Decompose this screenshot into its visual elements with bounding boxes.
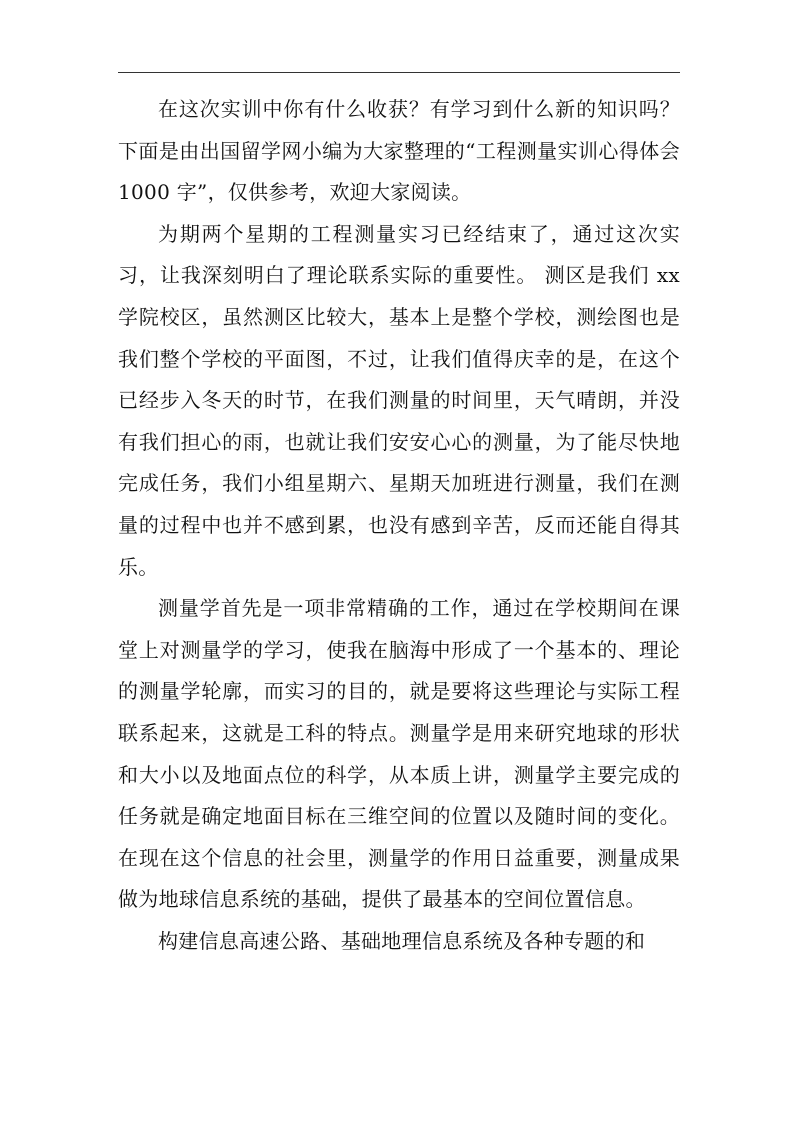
document-body: [118, 89, 680, 962]
paragraph-internship-summary: 为期两个星期的工程测量实习已经结束了，通过这次实习，让我深刻明白了理论联系实际的重要性。 测区是我们 xx 学院校区，虽然测区比较大，基本上是整个学校，测绘图也是我们整个学校的平面图，不过，让我们值得庆幸的是，在这个已经步入冬天的时节，在我们测量的时间里，天气晴朗，并没有我们担心的雨，也就让我们安安心心的测量，为了能尽快地完成任务，我们小组星期六、星期天加班进行测量，我们在测量的过程中也并不感到累，也没有感到辛苦，反而还能自得其乐。: [118, 221, 680, 579]
header-rule: [118, 72, 680, 73]
paragraph-information-infrastructure: 构建信息高速公路、基础地理信息系统及各种专题的和: [158, 928, 646, 953]
paragraph-intro: 在这次实训中你有什么收获？有学习到什么新的知识吗？下面是由出国留学网小编为大家整理的“工程测量实训心得体会 1000 字”，仅供参考，欢迎大家阅读。: [118, 97, 680, 205]
paragraph-surveying-definition: 测量学首先是一项非常精确的工作，通过在学校期间在课堂上对测量学的学习，使我在脑海中形成了一个基本的、理论的测量学轮廓，而实习的目的，就是要将这些理论与实际工程联系起来，这就是工科的特点。测量学是用来研究地球的形状和大小以及地面点位的科学，从本质上讲，测量学主要完成的任务就是确定地面目标在三维空间的位置以及随时间的变化。在现在这个信息的社会里，测量学的作用日益重要，测量成果做为地球信息系统的基础，提供了最基本的空间位置信息。: [118, 596, 680, 912]
